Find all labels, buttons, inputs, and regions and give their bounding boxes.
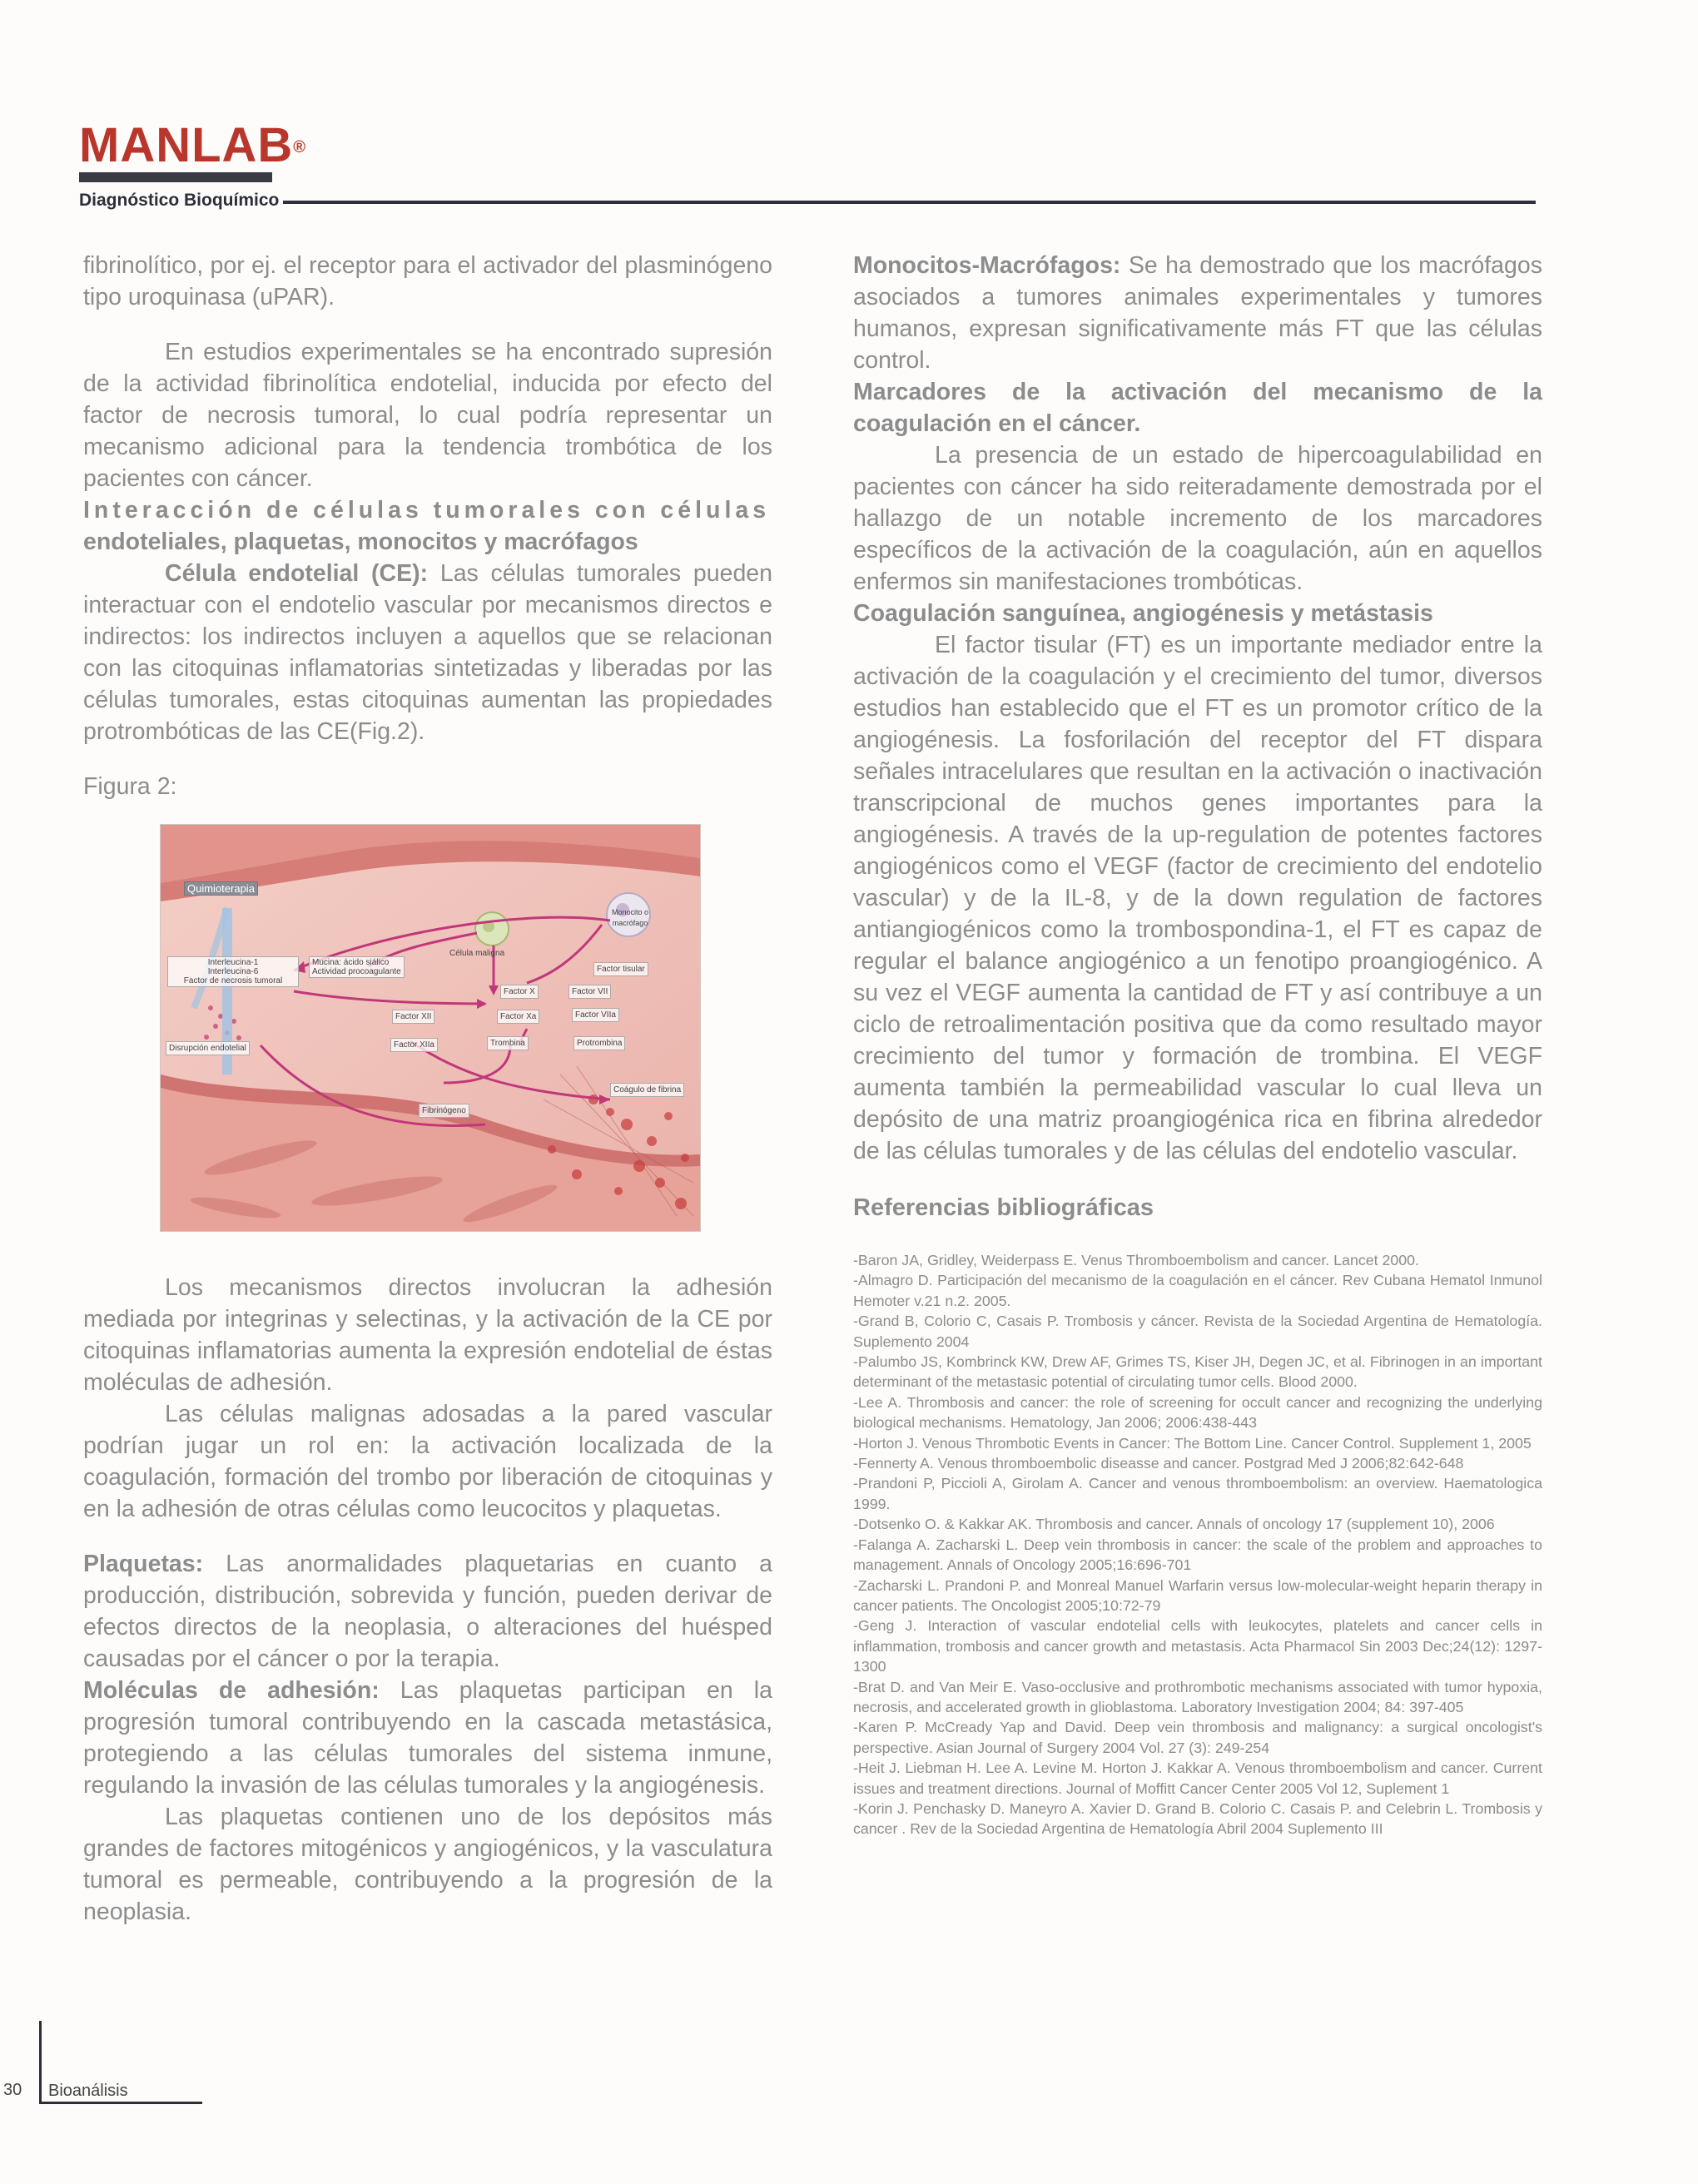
reference-item: -Fennerty A. Venous thromboembolic diseasse and cancer. Postgrad Med J 2006;82:642-648: [853, 1455, 1464, 1472]
label-disrupcion: Disrupción endotelial: [166, 1041, 250, 1055]
label-quimioterapia: Quimioterapia: [184, 881, 258, 896]
reference-item: -Baron JA, Gridley, Weiderpass E. Venus Thromboembolism and cancer. Lancet 2000.: [853, 1252, 1419, 1268]
reference-item: -Karen P. McCready Yap and David. Deep vein thrombosis and malignancy: a surgical oncologist's perspective. Asian Journal of Surgery 2004 Vol. 27 (3): 249-254: [853, 1719, 1542, 1756]
section-heading: Coagulación sanguínea, angiogénesis y metástasis: [853, 600, 1433, 627]
reference-item: -Brat D. and Van Meir E. Vaso-occlusive and prothrombotic mechanisms associated with tumor hypoxia, necrosis, and accelerated growth in glioblastoma. Laboratory Investigation 2004; 84: 397-405: [853, 1678, 1542, 1715]
logo-text: MANLAB: [79, 118, 294, 172]
label-celula-maligna: Célula maligna: [449, 949, 505, 958]
paragraph-text: Se ha demostrado que los macrófagos asociados a tumores animales experimentales y tumores humanos, expresan significativamente más FT que las células control.: [853, 252, 1542, 374]
paragraph: Los mecanismos directos involucran la adhesión mediada por integrinas y selectinas, y la activación de la CE por citoquinas inflamatorias aumenta la expresión endotelial de éstas moléculas de adhesión.: [83, 1274, 772, 1396]
footer-horizontal-rule: [39, 2102, 202, 2104]
term-label: Monocitos-Macrófagos:: [853, 252, 1121, 279]
paragraph: En estudios experimentales se ha encontrado supresión de la actividad fibrinolítica endotelial, inducida por efecto del factor de necrosis tumoral, lo cual podría representar un mecanismo adicional para la tendencia trombótica de los pacientes con cáncer.: [83, 339, 772, 492]
registered-mark: ®: [293, 138, 307, 156]
reference-item: -Heit J. Liebman H. Lee A. Levine M. Horton J. Kakkar A. Venous thromboembolism and cancer. Current issues and treatment directions. Journal of Moffitt Cancer Center 2005 Vol 12, Suplement 1: [853, 1760, 1542, 1797]
reference-item: -Dotsenko O. & Kakkar AK. Thrombosis and cancer. Annals of oncology 17 (supplement 10), 2006: [853, 1516, 1495, 1533]
reference-item: -Prandoni P, Piccioli A, Girolam A. Cancer and venous thromboembolism: an overview. Haematologica 1999.: [853, 1475, 1542, 1512]
journal-name: Bioanálisis: [48, 2082, 128, 2100]
label-factor-x: Factor X: [500, 985, 539, 999]
paragraph-text: Las células tumorales pueden interactuar con el endotelio vascular por mecanismos directos e indirectos: los indirectos incluyen a aquellos que se relacionan con las citoquinas inflamatorias sintetizadas y liberadas por las células tumorales, estas citoquinas aumentan las propiedades protrombóticas de las CE(Fig.2).: [83, 560, 772, 745]
page-number: 30: [3, 2081, 22, 2099]
paragraph: La presencia de un estado de hipercoagulabilidad en pacientes con cáncer ha sido reiteradamente demostrada por el hallazgo de un notable incremento de los marcadores específicos de la activación de la coagulación, aún en aquellos enfermos sin manifestaciones trombóticas.: [853, 442, 1542, 595]
figure-label: Figura 2:: [83, 773, 177, 800]
label-mucina: Mucina: ácido siálico Actividad procoagulante: [309, 956, 405, 978]
references-list: [853, 1250, 1542, 1839]
paragraph: [853, 250, 1542, 376]
section-heading-part2: endoteliales, plaquetas, monocitos y macrófagos: [83, 529, 638, 555]
reference-item: -Geng J. Interaction of vascular endotelial cells with leukocytes, platelets and cancer cells in inflammation, trombosis and cancer growth and metastasis. Acta Pharmacol Sin 2003 Dec;24(12): 1297-1300: [853, 1617, 1542, 1675]
logo-subtitle: Diagnóstico Bioquímico: [79, 191, 280, 210]
label-monocito: Monocito o macrófago: [611, 908, 649, 927]
page-header: [79, 118, 1536, 216]
label-fibrinogeno: Fibrinógeno: [419, 1104, 469, 1118]
reference-item: -Falanga A. Zacharski L. Deep vein thrombosis in cancer: the scale of the problem and approaches to management. Annals of Oncology 2005;16:696-701: [853, 1536, 1542, 1574]
label-interleucinas: Interleucina-1 Interleucina-6 Factor de necrosis tumoral: [167, 956, 299, 987]
label-factor-xa: Factor Xa: [497, 1010, 539, 1024]
paragraph-text: Las anormalidades plaquetarias en cuanto a producción, distribución, sobrevida y función, pueden derivar de efectos directos de la neoplasia, o alteraciones del huésped causadas por el cáncer o por la terapia.: [83, 1551, 772, 1672]
paragraph: fibrinolítico, por ej. el receptor para el activador del plasminógeno tipo uroquinasa (uPAR).: [83, 252, 772, 310]
reference-item: -Korin J. Penchasky D. Maneyro A. Xavier D. Grand B. Colorio C. Casais P. and Celebrin L. Trombosis y cancer . Rev de la Sociedad Argentina de Hematología Abril 2004 Suplemento III: [853, 1799, 1542, 1838]
reference-item: -Almagro D. Participación del mecanismo de la coagulación en el cáncer. Rev Cubana Hematol Inmunol Hemoter v.21 n.2. 2005.: [853, 1272, 1542, 1309]
term-label: Moléculas de adhesión:: [83, 1677, 380, 1704]
reference-item: -Palumbo JS, Kombrinck KW, Drew AF, Grimes TS, Kiser JH, Degen JC, et al. Fibrinogen in an important determinant of the metastasic potential of circulating tumor cells. Blood 2000.: [853, 1353, 1542, 1391]
label-factor-viia: Factor VIIa: [572, 1008, 619, 1022]
label-factor-xiia: Factor XIIa: [390, 1038, 438, 1052]
paragraph: El factor tisular (FT) es un importante mediador entre la activación de la coagulación y el crecimiento del tumor, diversos estudios han establecido que el FT es un promotor crítico de la angiogénesis. La fosforilación del receptor del FT dispara señales intracelulares que resultan en la activación o inactivación transcripcional de muchos genes importantes para la angiogénesis. A través de la up-regulation de potentes factores angiogénicos como el VEGF (factor de crecimiento del endotelio vascular) y de la IL-8, y de la down regulation de factores antiangiogénicos como la trombospondina-1, el FT es capaz de regular el balance angiogénico a un fenotipo proangiogénico. A su vez el VEGF aumenta la cantidad de FT y así contribuye a un ciclo de retroalimentación positiva que da como resultado mayor crecimiento del tumor y formación de trombina. El VEGF aumenta también la permeabilidad vascular lo cual lleva un depósito de una matriz proangiogénica rica en fibrina alrededor de las células tumorales y de las células del endotelio vascular.: [853, 632, 1542, 1164]
reference-item: -Zacharski L. Prandoni P. and Monreal Manuel Warfarin versus low-molecular-weight heparin therapy in cancer patients. The Oncologist 2005;10:72-79: [853, 1576, 1542, 1614]
reference-item: -Grand B, Colorio C, Casais P. Trombosis y cáncer. Revista de la Sociedad Argentina de Hematología. Suplemento 2004: [853, 1313, 1542, 1350]
footer-vertical-rule: [39, 2021, 42, 2104]
term-label: Célula endotelial (CE):: [165, 560, 429, 587]
manlab-logo: [79, 118, 307, 172]
paragraph: [83, 558, 772, 747]
right-column: [853, 250, 1542, 1839]
label-factor-xii: Factor XII: [392, 1010, 434, 1024]
reference-item: -Horton J. Venous Thrombotic Events in Cancer: The Bottom Line. Cancer Control. Supplement 1, 2005: [853, 1434, 1532, 1452]
reference-item: -Lee A. Thrombosis and cancer: the role of screening for occult cancer and recognizing the underlying biological mechanisms. Hematology, Jan 2006; 2006:438-443: [853, 1393, 1542, 1432]
paragraph: Las plaquetas contienen uno de los depósitos más grandes de factores mitogénicos y angiogénicos, y la vasculatura tumoral es permeable, contribuyendo a la progresión de la neoplasia.: [83, 1804, 772, 1925]
paragraph: [83, 1675, 772, 1801]
label-factor-tisular: Factor tisular: [593, 962, 648, 976]
left-column: [83, 250, 772, 1928]
paragraph: Las células malignas adosadas a la pared vascular podrían jugar un rol en: la activación localizada de la coagulación, formación del trombo por liberación de citoquinas y en la adhesión de otras células como leucocitos y plaquetas.: [83, 1401, 772, 1522]
section-heading: Marcadores de la activación del mecanismo de la coagulación en el cáncer.: [853, 379, 1542, 437]
label-trombina: Trombina: [487, 1036, 529, 1050]
label-protrombina: Protrombina: [573, 1036, 625, 1050]
term-label: Plaquetas:: [83, 1551, 204, 1577]
paragraph-text: Las plaquetas participan en la progresión tumoral contribuyendo en la cascada metastásica, protegiendo a las células tumorales del sistema inmune, regulando la invasión de las células tumorales y la angiogénesis.: [83, 1677, 772, 1799]
section-heading-part1: Interacción de células tumorales con células: [83, 497, 771, 524]
logo-bar: [79, 172, 272, 182]
figure-2-illustration: [160, 824, 701, 1232]
references-heading: Referencias bibliográficas: [853, 1194, 1154, 1221]
paragraph: [83, 1548, 772, 1675]
label-coagulo: Coágulo de fibrina: [610, 1083, 684, 1097]
header-rule: [283, 201, 1536, 204]
label-factor-vii: Factor VII: [568, 985, 611, 999]
